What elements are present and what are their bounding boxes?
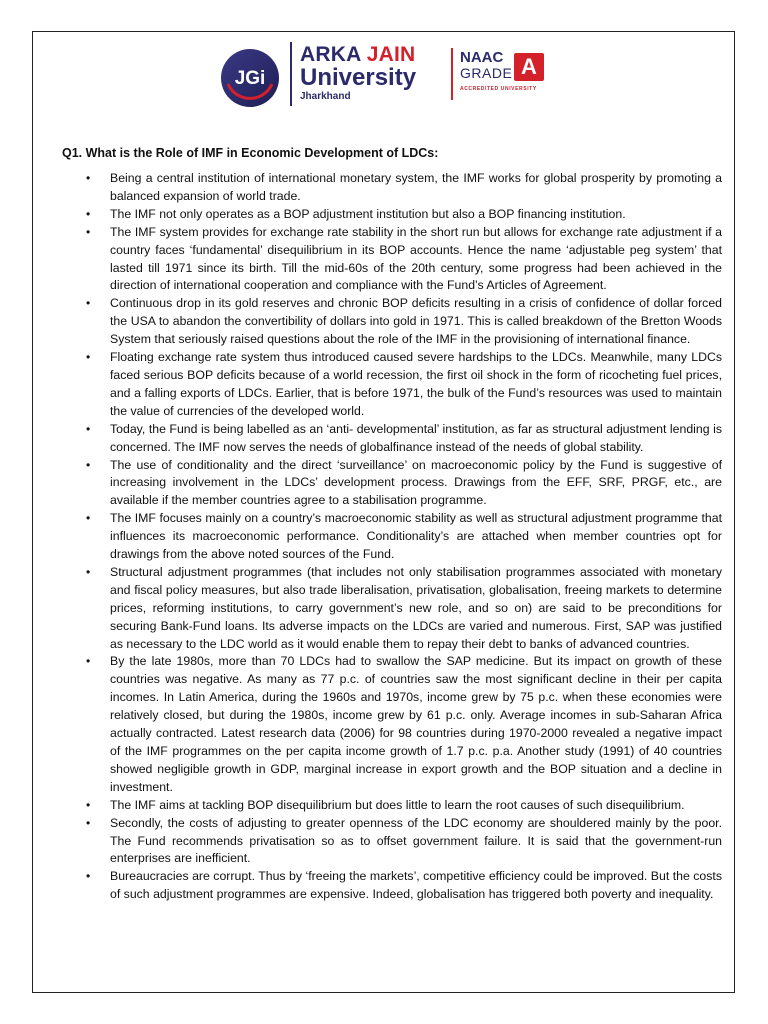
- bullet-icon: •: [86, 224, 91, 239]
- list-item-text: The IMF aims at tackling BOP disequilibrium but does little to learn the root causes of such disequilibrium.: [110, 797, 685, 812]
- grade-value: A: [514, 53, 544, 81]
- list-item-text: Bureaucracies are corrupt. Thus by ‘freeing the markets’, competitive efficiency could be improved. But the costs of such adjustment programmes are expensive. Indeed, globalisation has triggered both poverty and inequality.: [110, 869, 722, 902]
- naac-divider: [451, 48, 453, 100]
- list-item-text: Being a central institution of international monetary system, the IMF works for global prosperity by promoting a balanced expansion of world trade.: [110, 171, 722, 203]
- accredited-text: ACCREDITED UNIVERSITY: [460, 86, 537, 92]
- list-item-text: Today, the Fund is being labelled as an ‘anti- developmental’ institution, as far as structural adjustment lending is concerned. The IMF now serves the needs of globalfinance instead of the needs of global stability.: [110, 421, 722, 454]
- naac-label: NAAC: [460, 49, 504, 66]
- list-item-text: The IMF focuses mainly on a country’s macroeconomic stability as well as structural adjustment programme that influences its macroeconomic performance. Conditionality’s are attached when member countries opt for drawings from the above noted sources of the Fund.: [110, 511, 722, 562]
- header-divider: [290, 42, 292, 106]
- question-heading: Q1. What is the Role of IMF in Economic Development of LDCs:: [62, 146, 439, 160]
- list-item-text: The IMF system provides for exchange rate stability in the short run but allows for exchange rate adjustment if a country faces ‘fundamental’ disequilibrium in its BOP accounts. Hence the name ‘adjustable peg system’ that lasted till 1971 since its birth. Till the mid-60s of the 20th century, some progress had been achieved in the direction of international cooperation and compliance with the Fund’s Articles of Agreement.: [110, 224, 722, 293]
- list-item: [86, 510, 722, 564]
- list-item: [86, 295, 722, 349]
- list-item: [86, 206, 722, 224]
- jgi-logo: [220, 48, 280, 108]
- list-item: [86, 564, 722, 654]
- university-name-arka: ARKA: [300, 43, 367, 66]
- bullet-icon: •: [86, 350, 91, 365]
- bullet-icon: •: [86, 797, 91, 812]
- bullet-icon: •: [86, 511, 91, 526]
- list-item-text: By the late 1980s, more than 70 LDCs had to swallow the SAP medicine. But its impact on growth of these countries was negative. As many as 77 p.c. of countries saw the most significant decline in their per capita incomes. In Latin America, during the 1960s and 1970s, income grew by 75 p.c. when these economies were relatively closed, but during the 1980s, income grew by 61 p.c. only. Average incomes in sub-Saharan Africa actually contracted. Latest research data (2006) for 98 countries during 1970-2000 revealed a negative impact of the IMF programmes on the per capita income growth of 1.7 p.c. p.a. Another study (1991) of 40 countries showed negligible growth in GDP, marginal increase in export growth and the BOP situation and a decline in investment.: [110, 654, 722, 794]
- list-item: [86, 457, 722, 511]
- list-item: [86, 349, 722, 421]
- list-item: [86, 224, 722, 296]
- grade-label: GRADE: [460, 65, 513, 81]
- list-item-text: Structural adjustment programmes (that includes not only stabilisation programmes associated with monetary and fiscal policy measures, but also trade liberalisation, privatisation, globalisation, freeing markets to determine prices, reforming institutions, to carry government’s new role, and so on) are said to be preconditions for securing Bank-Fund loans. Its adverse impacts on the LDCs are varied and numerous. First, SAP was justified as necessary to the LDC world as it would enable them to repay their debt to banks of advanced countries.: [110, 564, 722, 651]
- list-item: [86, 421, 722, 457]
- bullet-icon: •: [86, 869, 91, 884]
- university-name-university: University: [300, 64, 417, 91]
- answer-content: [86, 170, 722, 904]
- jgi-logo-text: JGi: [234, 68, 266, 89]
- bullet-icon: •: [86, 457, 91, 472]
- list-item: [86, 170, 722, 206]
- list-item-text: Floating exchange rate system thus introduced caused severe hardships to the LDCs. Meanwhile, many LDCs faced serious BOP deficits because of a world recession, the first oil shock in the form of ricocheting fuel prices, and a falling exports of LDCs. Earlier, that is before 1971, the bulk of the Fund’s resources was used to maintain the value of currencies of the developed world.: [110, 350, 722, 418]
- list-item: [86, 653, 722, 796]
- bullet-icon: •: [86, 815, 91, 830]
- list-item: [86, 797, 722, 815]
- list-item: [86, 815, 722, 869]
- university-location: Jharkhand: [300, 91, 351, 102]
- university-header: [220, 42, 550, 108]
- bullet-icon: •: [86, 206, 91, 221]
- bullet-icon: •: [86, 171, 91, 185]
- university-name-jain: JAIN: [366, 43, 416, 66]
- naac-badge: [460, 50, 550, 100]
- list-item-text: Continuous drop in its gold reserves and chronic BOP deficits resulting in a crisis of confidence of dollar forced the USA to abandon the convertibility of dollars into gold in 1971. This is called breakdown of the Bretton Woods System that seriously raised questions about the role of the IMF in the provisioning of international finance.: [110, 296, 722, 347]
- bullet-icon: •: [86, 564, 91, 579]
- answer-points-list: [86, 170, 722, 904]
- list-item-text: The use of conditionality and the direct ‘surveillance’ on macroeconomic policy by the Fund is suggestive of increasing involvement in the LDCs’ development process. Drawings from the EFF, SRF, PRGF, etc., are available if the member countries agree to a stabilisation programme.: [110, 457, 722, 508]
- list-item-text: Secondly, the costs of adjusting to greater openness of the LDC economy are shouldered mainly by the poor. The Fund recommends privatisation so as to offset government failure. It is said that the government-run enterprises are inefficient.: [110, 815, 722, 866]
- bullet-icon: •: [86, 421, 91, 436]
- university-name: [300, 44, 450, 106]
- list-item: [86, 868, 722, 904]
- bullet-icon: •: [86, 654, 91, 669]
- bullet-icon: •: [86, 296, 91, 311]
- list-item-text: The IMF not only operates as a BOP adjustment institution but also a BOP financing institution.: [110, 206, 626, 221]
